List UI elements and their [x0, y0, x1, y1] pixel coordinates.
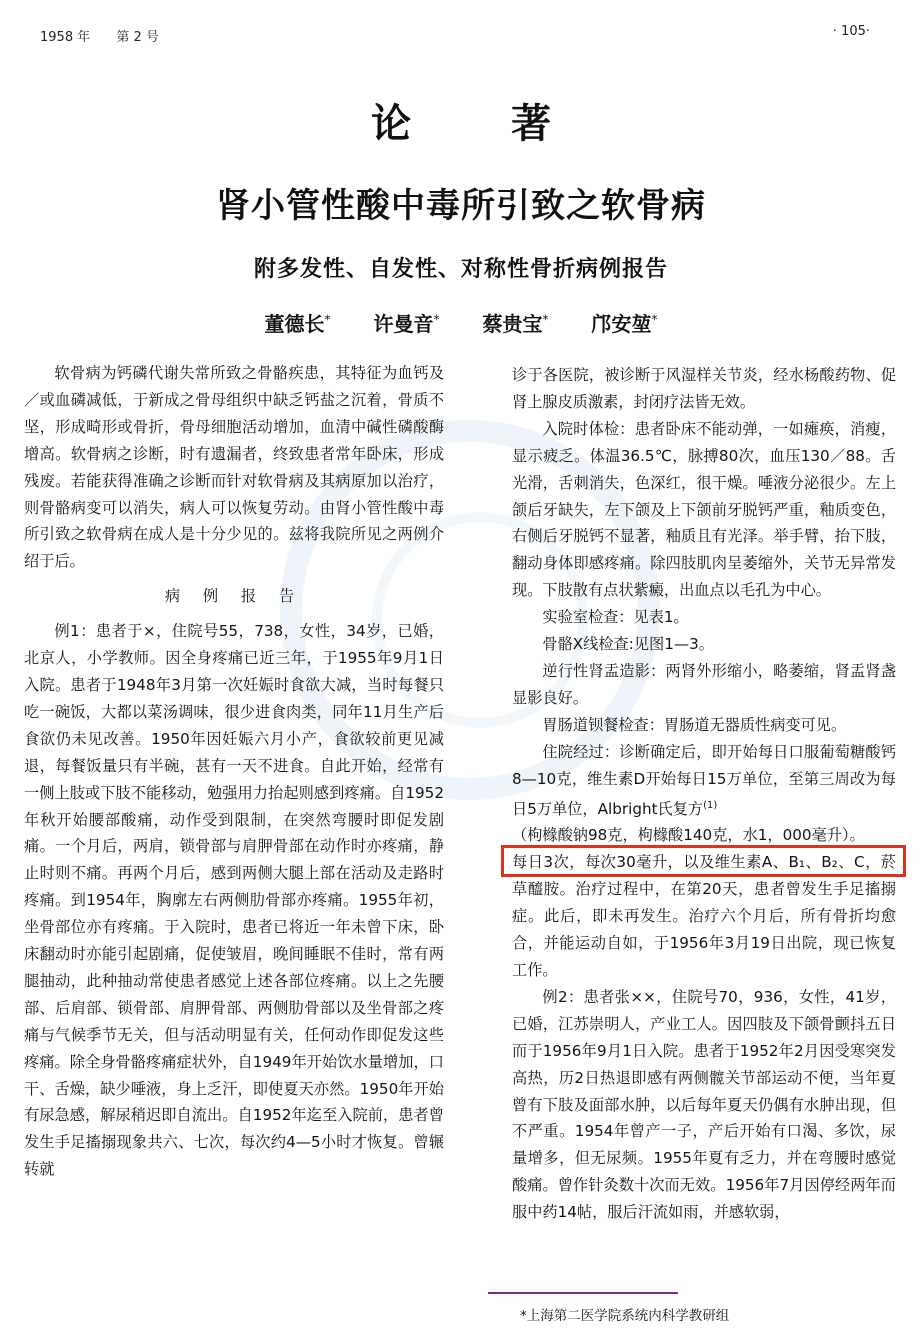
left-column — [24, 360, 444, 1183]
case-report-heading: 病 例 报 告 — [164, 587, 304, 606]
running-header — [40, 26, 181, 45]
author: 邝安堃* — [591, 312, 658, 336]
author: 董德长* — [264, 312, 331, 336]
page-number: · 105· — [832, 24, 870, 39]
reference-mark: (1) — [703, 799, 718, 811]
header-year: 1958 年 — [40, 30, 91, 45]
xray-paragraph: 骨骼X线检查:见图1—3。 — [542, 635, 714, 654]
footnote-rule — [488, 1292, 678, 1294]
pyelography-paragraph: 逆行性肾盂造影：两肾外形缩小，略萎缩，肾盂肾盏显影良好。 — [512, 661, 896, 707]
hospital-course-paragraph: 住院经过：诊断确定后，即开始每日口服葡萄糖酸钙8—10克，维生素D开始每日15万单位，至第三周改为每日5万单位，Albright氏复方$^{(1)}$ — [512, 742, 896, 818]
case2-paragraph: 例2：患者张××，住院号70，936，女性，41岁，已婚，江苏崇明人，产业工人。因四肢及下颌骨颤抖五日而于1956年9月1日入院。患者于1952年2月因受寒突发高热，历2日热退即感有两侧髋关节部运动不便，当年夏曾有下肢及面部水肿，以后每年夏天仍偶有水肿出现，但不严重。1954年曾产一子，产后开始有口渴、多饮，尿量增多，但无尿频。1955年夏有乏力，并在弯腰时感觉酸痛。曾作针灸数十次而无效。1956年7月因停经两年而服中药14帖，服后汗流如雨，并感软弱， — [512, 987, 896, 1222]
history-continuation: 诊于各医院，被诊断于风湿样关节炎，经水杨酸药物、促肾上腺皮质激素，封闭疗法皆无效。 — [512, 366, 896, 411]
article-subtitle: 附多发性、自发性、对称性骨折病例报告 — [253, 257, 668, 282]
author: 蔡贵宝* — [482, 312, 549, 336]
intro-paragraph: 软骨病为钙磷代谢失常所致之骨骼疾患，其特征为血钙及／或血磷减低，于新成之骨母组织中缺乏钙盐之沉着，骨质不坚，形成畸形或骨折，骨母细胞活动增加，血清中碱性磷酸酶增高。软骨病之诊断，时有遗漏者，终致患者常年卧床，形成残废。若能获得准确之诊断而针对软骨病及其病原加以治疗，则骨骼病变可以消失，病人可以恢复劳动。由肾小管性酸中毒所引致之软骨病在成人是十分少见的。兹将我院所见之两例介绍于后。 — [24, 364, 444, 571]
lab-exam-paragraph: 实验室检查：见表1。 — [542, 608, 689, 627]
hospital-course-continuation: 每日3次，每次30毫升，以及维生素A、B₁、B₂、C，菸草醯胺。治疗过程中，在第20天，患者曾发生手足搐搦症。此后，即未再发生。治疗六个月后，所有骨折均愈合，并能运动自如，于1956年3月19日出院，现已恢复工作。 — [512, 853, 896, 979]
footnote: *上海第二医学院系统内科学教研组 — [520, 1308, 730, 1324]
section-title: 论著 — [371, 100, 651, 147]
author: 许曼音* — [373, 312, 440, 336]
physical-exam-paragraph: 入院时体检：患者卧床不能动弹，一如瘫痪，消瘦，显示疲乏。体温36.5℃，脉搏80次，血压130／88。舌光滑，舌刺消失，色深红，很干燥。唾液分泌很少。左上颌后牙缺失，左下颌及上下颌前牙脱钙严重，釉质变色，右侧后牙脱钙不显著，釉质且有光泽。举手臂，抬下肢，翻动身体即感疼痛。除四肢肌肉呈萎缩外，关节无异常发现。下肢散有点状紫癜，出血点以毛孔为中心。 — [512, 419, 896, 600]
formula-line: （枸橼酸钠98克，枸橼酸140克，水1，000毫升）。 — [512, 826, 865, 845]
barium-paragraph: 胃肠道钡餐检查：胃肠道无器质性病变可见。 — [542, 715, 847, 734]
header-issue: 第 2 号 — [116, 30, 159, 45]
case1-paragraph: 例1：患者于×，住院号55，738，女性，34岁，已婚，北京人，小学教师。因全身疼痛已近三年，于1955年9月1日入院。患者于1948年3月第一次妊娠时食欲大减，当时每餐只吃一碗饭，大都以菜汤调味，很少进食肉类，同年11月生产后食欲仍未见改善。1950年因妊娠六月小产，食欲较前更见减退，每餐饭量只有半碗，甚有一天不进食。自此开始，经常有一侧上肢或下肢不能移动，勉强用力抬起则感到疼痛。自1952年秋开始腰部酸痛，动作受到限制，在突然弯腰时即促发剧痛。一个月后，两肩，锁骨部与肩胛骨部在动作时亦疼痛，静止时则不痛。再两个月后，感到两侧大腿上部在活动及走路时疼痛。到1954年，胸廓左右两侧肋骨部亦疼痛。1955年初，坐骨部位亦有疼痛。于入院时，患者已将近一年未曾下床，卧床翻动时亦能引起剧痛，促使皱眉，晚间睡眠不佳时，常有两腿抽动，此种抽动常使患者感觉上述各部位疼痛。以上之先腰部、后肩部、锁骨部、肩胛骨部、两侧肋骨部以及坐骨部之疼痛与气候季节无关，但与活动明显有关，任何动作即促发这些疼痛。除全身骨骼疼痛症状外，自1949年开始饮水量增加，口干、舌燥，缺少唾液，身上乏汗，即使夏天亦然。1950年开始有尿急感，解尿稍迟即自流出。自1952年迄至入院前，患者曾发生手足搐搦现象共六、七次，每次约4—5小时才恢复。曾辗转就 — [24, 622, 444, 1179]
right-column — [512, 362, 896, 1226]
article-title: 肾小管性酸中毒所引致之软骨病 — [216, 186, 706, 226]
author-list — [0, 308, 922, 337]
